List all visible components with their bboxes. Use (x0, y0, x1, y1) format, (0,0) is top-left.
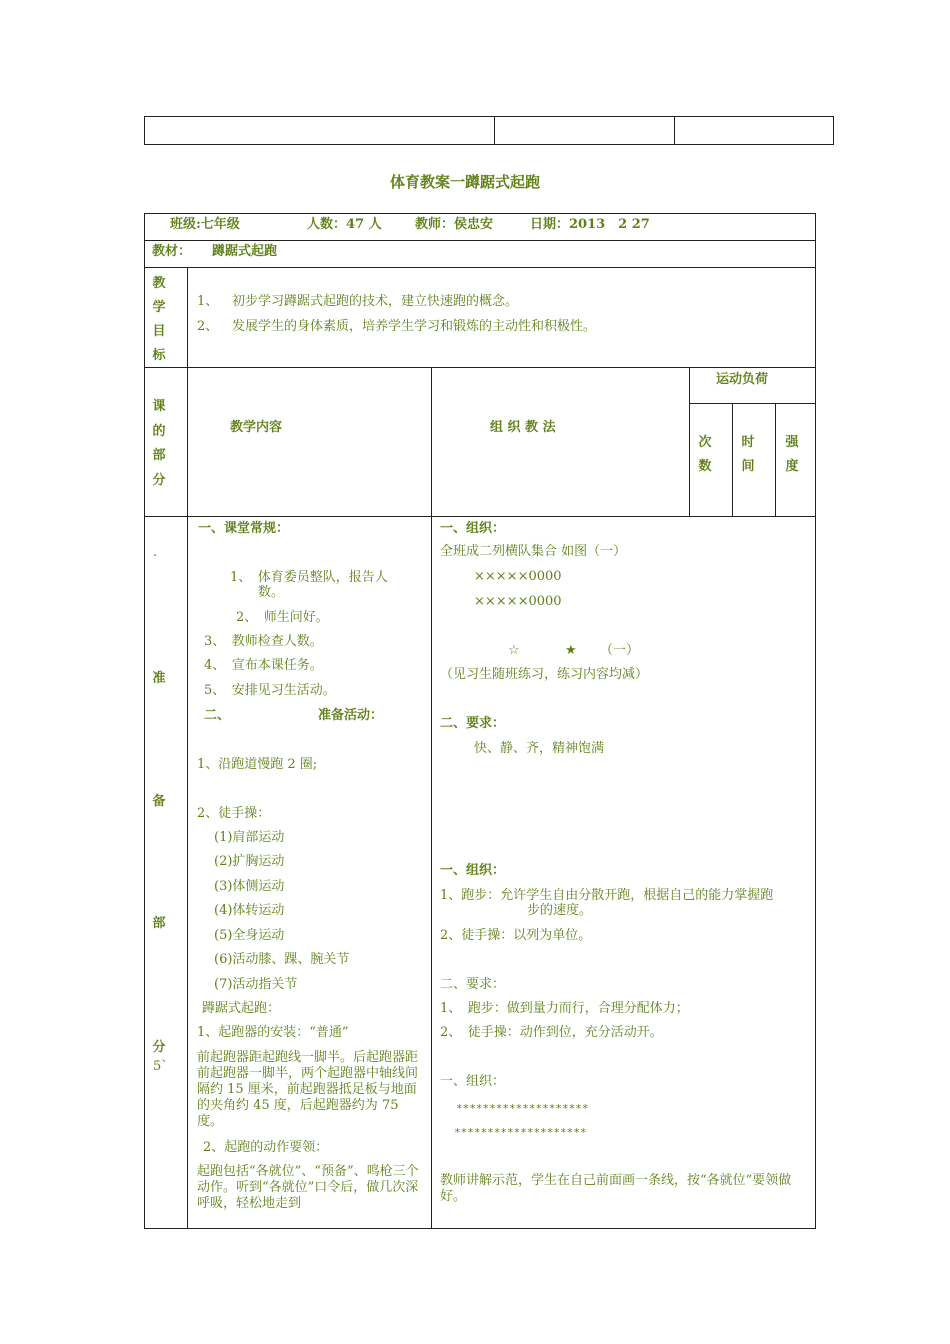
routine-item: 1、 体育委员整队，报告人 (230, 570, 388, 585)
col-divider (689, 367, 690, 516)
load-col-divider (775, 403, 776, 516)
exercise-item: (7)活动指关节 (214, 977, 298, 992)
white-star-icon: ☆ (508, 643, 520, 658)
org-title: 一、组织： (440, 521, 506, 536)
top-strip-table (144, 116, 834, 145)
formation-row: ×××××0000 (474, 569, 562, 584)
load-header-divider (689, 403, 816, 404)
figure-label: （一） (600, 643, 640, 658)
objectives-label-char: 目 (152, 324, 166, 339)
objectives-label-char: 学 (152, 300, 166, 315)
formation-stars: ******************** (456, 1102, 589, 1115)
crouch-start-title: 蹲踞式起跑： (202, 1001, 281, 1016)
objective-number: 2、 (197, 319, 219, 334)
section-dot: . (153, 545, 158, 560)
section-header-char: 部 (152, 448, 166, 463)
col-divider (187, 267, 188, 1229)
count-label: 人数：47 人 (307, 217, 382, 232)
exercise-item: (3)体侧运动 (214, 879, 285, 894)
action-text: 起跑包括“各就位”、“预备”、鸣枪三个动作。听到“各就位”口令后，做几次深呼吸，轻松地走到 (197, 1164, 419, 1211)
demo-text: 教师讲解示范，学生在自己前面画一条线，按“各就位”要领做好。 (440, 1173, 792, 1204)
install-title: 1、起跑器的安装：“普通” (197, 1025, 349, 1040)
exercise-item: (1)肩部运动 (214, 830, 285, 845)
routine-item: 4、 宣布本课任务。 (204, 658, 323, 673)
section-duration: 5` (153, 1059, 168, 1074)
section-header-char: 分 (152, 473, 166, 488)
prep-title: 准备活动： (318, 708, 384, 723)
exercise-item: (5)全身运动 (214, 928, 285, 943)
objective-number: 1、 (197, 294, 219, 309)
load-time-header: 时 (741, 435, 755, 450)
row-divider (144, 267, 816, 268)
section-header-char: 课 (152, 399, 166, 414)
load-column-header: 运动负荷 (716, 372, 769, 387)
method-column-header: 组 织 教 法 (490, 420, 556, 435)
exercise-item: (6)活动膝、踝、腕关节 (214, 952, 350, 967)
routine-item-cont: 数。 (258, 585, 285, 600)
routine-item: 3、 教师检查人数。 (204, 634, 323, 649)
requirement-title: 二、要求： (440, 977, 506, 992)
load-intensity-header: 强 (785, 435, 799, 450)
row-divider (144, 516, 816, 517)
routine-item: 2、 师生问好。 (236, 610, 329, 625)
load-intensity-header: 度 (785, 459, 799, 474)
requirement-text: 快、静、齐，精神饱满 (474, 741, 605, 756)
page-title: 体育教案一蹲踞式起跑 (390, 173, 541, 191)
org-title: 一、组织： (440, 863, 506, 878)
prep-number: 二、 (204, 708, 231, 723)
material-label: 教材： (152, 244, 192, 259)
top-strip-divider (494, 116, 495, 145)
exercise-item: (4)体转运动 (214, 903, 285, 918)
requirement-item: 1、 跑步：做到量力而行，合理分配体力； (440, 1001, 689, 1016)
top-strip-divider (674, 116, 675, 145)
section-name-char: 部 (152, 916, 166, 931)
teacher-label: 教师：侯忠安 (415, 217, 494, 232)
jog-item: 1、沿跑道慢跑 2 圈; (197, 757, 318, 772)
org-text: 全班成二列横队集合 如图（一） (440, 544, 627, 559)
org-run-text-cont: 步的速度。 (527, 903, 593, 918)
formation-stars: ******************** (454, 1126, 587, 1139)
col-divider (431, 367, 432, 1229)
requirement-title: 二、要求： (440, 716, 506, 731)
section-name-char: 分 (152, 1040, 166, 1055)
row-divider (144, 367, 816, 368)
row-divider (144, 240, 816, 241)
section-name-char: 准 (152, 671, 166, 686)
load-count-header: 次 (698, 435, 712, 450)
objective-text: 发展学生的身体素质，培养学生学习和锻炼的主动性和积极性。 (232, 319, 597, 334)
section-name-char: 备 (152, 794, 166, 809)
install-text: 前起跑器距起跑线一脚半。后起跑器距前起跑器一脚半，两个起跑器中轴线间隔约 15 厘米，前起跑器抵足板与地面的夹角约 45 度，后起跑器约为 75 度。 (197, 1050, 419, 1129)
observer-note: （见习生随班练习，练习内容均减） (440, 667, 649, 682)
load-time-header: 间 (741, 459, 755, 474)
requirement-item: 2、 徒手操：动作到位，充分活动开。 (440, 1025, 663, 1040)
material-value: 蹲踞式起跑 (212, 244, 278, 259)
black-star-icon: ★ (565, 643, 577, 658)
exercise-item: (2)扩胸运动 (214, 854, 285, 869)
objective-text: 初步学习蹲踞式起跑的技术，建立快速跑的概念。 (232, 294, 519, 309)
load-count-header: 数 (698, 459, 712, 474)
load-col-divider (732, 403, 733, 516)
formation-row: ×××××0000 (474, 594, 562, 609)
objectives-label-char: 标 (152, 348, 166, 363)
objectives-label-char: 教 (152, 276, 166, 291)
class-label: 班级:七年级 (170, 217, 240, 232)
section-header-char: 的 (152, 424, 166, 439)
action-title: 2、起跑的动作要领： (203, 1140, 329, 1155)
routine-title: 一、课堂常规： (198, 521, 290, 536)
free-exercise-title: 2、徒手操： (197, 806, 271, 821)
org-free-text: 2、徒手操：以列为单位。 (440, 928, 592, 943)
date-label: 日期：2013 2 27 (530, 217, 650, 232)
org-run-text: 1、跑步：允许学生自由分散开跑，根据自己的能力掌握跑 (440, 888, 774, 903)
routine-item: 5、 安排见习生活动。 (204, 683, 336, 698)
content-column-header: 教学内容 (230, 420, 283, 435)
org-title: 一、组织： (440, 1074, 506, 1089)
